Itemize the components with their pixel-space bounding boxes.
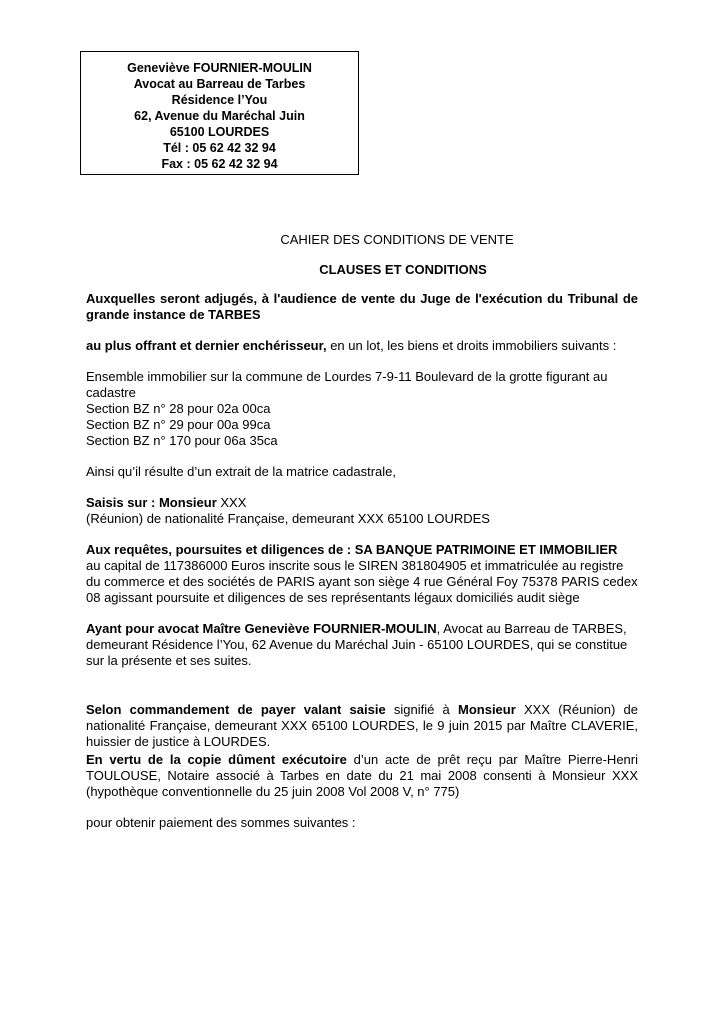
offer-text: en un lot, les biens et droits immobiliers suivants : — [326, 338, 617, 353]
lawyer-title: Avocat au Barreau de Tarbes — [133, 77, 306, 91]
lawyer-phone: Tél : 05 62 42 32 94 — [163, 141, 276, 155]
lawyer-label: Ayant pour avocat Maître Geneviève FOURNIER-MOULIN — [86, 621, 437, 636]
property-paragraph — [86, 369, 638, 449]
requests-detail: au capital de 117386000 Euros inscrite sous le SIREN 381804905 et immatriculée au registre du commerce et des sociétés de PARIS ayant son siège 4 rue Général Foy 75378 PARIS cedex 08 agissant poursuite et diligences de ses représentants légaux domiciliés audit siège — [86, 558, 638, 605]
seized-label: Saisis sur : Monsieur — [86, 495, 217, 510]
seized-paragraph — [86, 495, 638, 527]
command-detail: XXX (Réunion) de nationalité Française, demeurant XXX 65100 LOURDES, le 9 juin 2015 par Maître CLAVERIE, huissier de justice à LOURDES. — [86, 702, 638, 749]
copy-detail: d’un acte de prêt reçu par Maître Pierre-Henri TOULOUSE, Notaire associé à Tarbes en date du 21 mai 2008 consenti à Monsieur XXX (hypothèque conventionnelle du 25 juin 2008 Vol 2008 V, n° 775) — [86, 752, 638, 799]
cadastre-section-2: Section BZ n° 29 pour 00a 99ca — [86, 417, 271, 432]
seized-detail: (Réunion) de nationalité Française, demeurant XXX 65100 LOURDES — [86, 511, 490, 526]
copy-label: En vertu de la copie dûment exécutoire — [86, 752, 347, 767]
payment-paragraph: pour obtenir paiement des sommes suivantes : — [86, 815, 356, 830]
letterhead-box — [80, 51, 359, 175]
lawyer-fax: Fax : 05 62 42 32 94 — [161, 157, 278, 171]
lawyer-detail: , Avocat au Barreau de TARBES, demeurant Résidence l’You, 62 Avenue du Maréchal Juin - 65100 LOURDES, qui se constitue sur la présente et ses suites. — [86, 621, 628, 668]
requests-label: Aux requêtes, poursuites et diligences de : SA BANQUE PATRIMOINE ET IMMOBILIER — [86, 542, 618, 557]
cadastral-paragraph: Ainsi qu’il résulte d’un extrait de la matrice cadastrale, — [86, 464, 396, 479]
offer-paragraph — [86, 338, 638, 354]
document-subtitle: CLAUSES ET CONDITIONS — [319, 262, 487, 277]
document-title: CAHIER DES CONDITIONS DE VENTE — [280, 232, 514, 247]
adjudication-paragraph — [86, 291, 638, 323]
property-description: Ensemble immobilier sur la commune de Lourdes 7-9-11 Boulevard de la grotte figurant au cadastre — [86, 369, 608, 400]
adjudication-text: Auxquelles seront adjugés, à l'audience de vente du Juge de l'exécution du Tribunal de grande instance de TARBES — [86, 291, 638, 322]
lawyer-city: 65100 LOURDES — [169, 125, 270, 139]
command-label: Selon commandement de payer valant saisie — [86, 702, 386, 717]
offer-bold-text: au plus offrant et dernier enchérisseur, — [86, 338, 327, 353]
lawyer-street: 62, Avenue du Maréchal Juin — [134, 109, 305, 123]
cadastre-section-1: Section BZ n° 28 pour 02a 00ca — [86, 401, 271, 416]
seized-name: XXX — [216, 495, 247, 510]
command-mid: signifié à — [385, 702, 458, 717]
copy-paragraph — [86, 752, 638, 800]
lawyer-name: Geneviève FOURNIER-MOULIN — [127, 61, 312, 75]
command-paragraph — [86, 702, 638, 750]
lawyer-residence: Résidence l’You — [171, 93, 268, 107]
document-body — [86, 291, 638, 831]
lawyer-paragraph — [86, 621, 638, 669]
requests-paragraph — [86, 542, 638, 606]
command-monsieur: Monsieur — [458, 702, 516, 717]
cadastre-section-3: Section BZ n° 170 pour 06a 35ca — [86, 433, 278, 448]
